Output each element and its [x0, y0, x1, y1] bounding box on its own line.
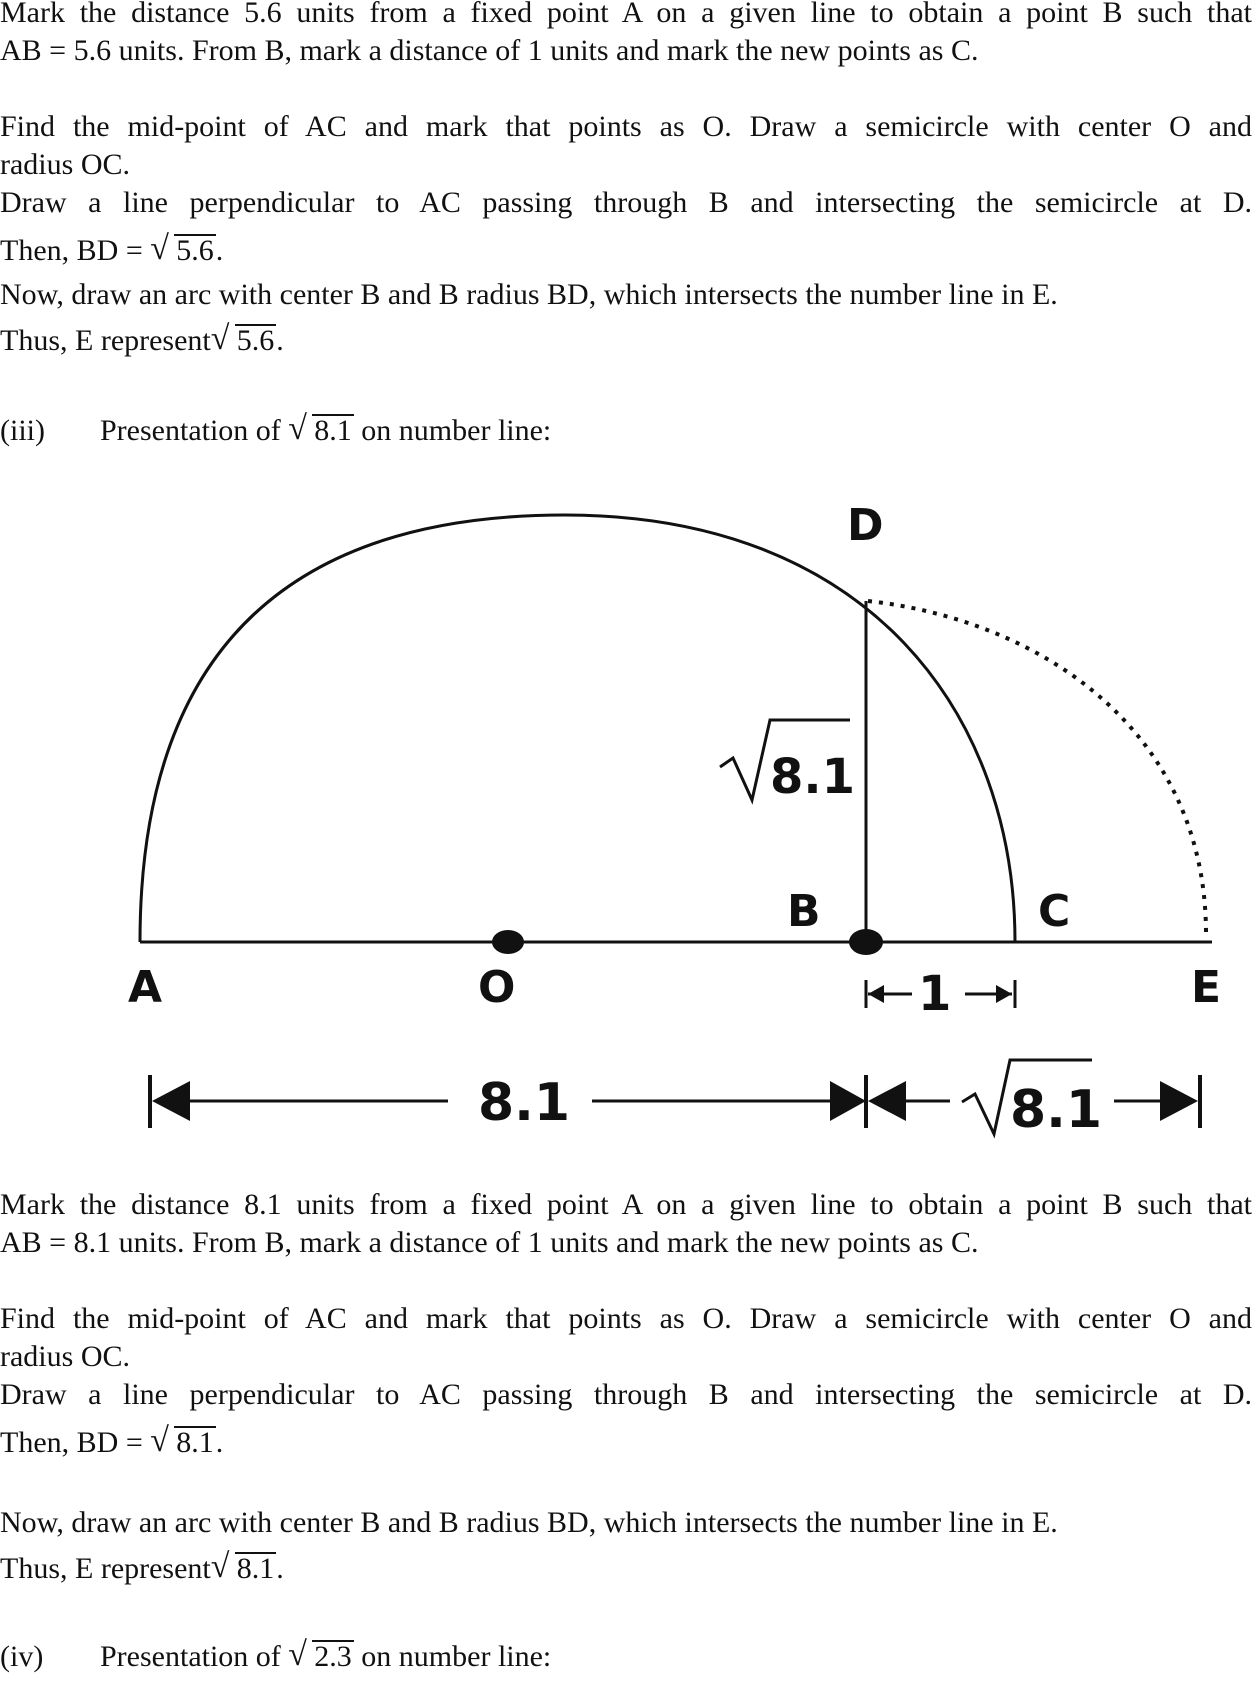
section-heading: [0, 412, 1252, 450]
text-fragment: Then, BD =: [0, 1426, 151, 1459]
radical-sign: √: [150, 230, 169, 267]
text-fragment: .: [276, 324, 284, 357]
square-root: [150, 1424, 216, 1462]
paragraph-line: Find the mid-point of AC and mark that points as O. Draw a semicircle with center O and: [0, 110, 1252, 143]
ab-length-label: 8.1: [478, 1073, 571, 1133]
paragraph-line: Mark the distance 8.1 units from a fixed point A on a given line to obtain a point B such that: [0, 1188, 1252, 1221]
square-root: [288, 1638, 354, 1676]
paragraph-line: [0, 1424, 1252, 1462]
paragraph-line: Draw a line perpendicular to AC passing through B and intersecting the semicircle at D.: [0, 186, 1252, 219]
text-fragment: .: [215, 1426, 224, 1459]
bc-length-marker: [866, 966, 1015, 1022]
radicand: 2.3: [314, 1640, 352, 1673]
radical-sign: √: [288, 410, 307, 447]
point-b-dot: [849, 929, 883, 955]
radicand: 5.6: [176, 234, 214, 267]
radical-sign: √: [150, 1422, 169, 1459]
section-numeral: (iv): [0, 1640, 44, 1673]
text-fragment: Thus, E represent: [0, 324, 211, 357]
paragraph-line: Draw a line perpendicular to AC passing through B and intersecting the semicircle at D.: [0, 1378, 1252, 1411]
section-heading: [0, 1638, 1252, 1676]
paragraph-line: Mark the distance 5.6 units from a fixed point A on a given line to obtain a point B such that: [0, 0, 1252, 29]
point-a-label: A: [128, 962, 163, 1013]
ab-dimension: [150, 1073, 866, 1133]
paragraph-line: Now, draw an arc with center B and B radius BD, which intersects the number line in E.: [0, 278, 1058, 311]
radicand: 8.1: [314, 414, 352, 447]
point-o-dot: [492, 930, 524, 954]
radicand: 5.6: [236, 324, 275, 357]
square-root: [211, 1550, 277, 1588]
radicand: 8.1: [770, 749, 856, 805]
radicand: 8.1: [176, 1426, 214, 1459]
radical-sign: √: [210, 1548, 230, 1585]
bc-length-label: 1: [918, 966, 952, 1022]
radicand: 8.1: [236, 1552, 275, 1585]
square-root: [211, 322, 277, 360]
text-fragment: .: [276, 1552, 284, 1585]
section-numeral: (iii): [0, 414, 45, 447]
paragraph-line: Find the mid-point of AC and mark that points as O. Draw a semicircle with center O and: [0, 1302, 1252, 1335]
dotted-arc-de: [868, 601, 1206, 932]
be-length-radicand: 8.1: [1010, 1080, 1103, 1140]
text-fragment: Thus, E represent: [0, 1552, 211, 1585]
paragraph-line: radius OC.: [0, 148, 130, 181]
bd-length-label: [720, 720, 855, 805]
text-fragment: .: [215, 234, 224, 267]
paragraph-line: [0, 1550, 1252, 1588]
paragraph-line: radius OC.: [0, 1340, 130, 1373]
text-fragment: on number line:: [361, 414, 552, 447]
point-c-label: C: [1038, 886, 1071, 937]
paragraph-line: [0, 232, 1252, 270]
point-b-label: B: [787, 886, 821, 937]
point-o-label: O: [478, 962, 516, 1013]
semicircle-arc: [140, 515, 1015, 942]
be-dimension: [868, 1060, 1200, 1140]
paragraph-line: Now, draw an arc with center B and B radius BD, which intersects the number line in E.: [0, 1506, 1058, 1539]
paragraph-line: AB = 8.1 units. From B, mark a distance of 1 units and mark the new points as C.: [0, 1226, 979, 1259]
square-root: [288, 412, 354, 450]
text-fragment: Presentation of: [100, 1640, 289, 1673]
radical-sign: √: [288, 1636, 307, 1673]
text-fragment: Presentation of: [100, 414, 289, 447]
paragraph-line: [0, 322, 1252, 360]
text-fragment: Then, BD =: [0, 234, 151, 267]
radical-sign: √: [210, 320, 230, 357]
number-line-diagram: [0, 470, 1252, 1150]
point-d-label: D: [847, 500, 884, 551]
text-fragment: on number line:: [361, 1640, 552, 1673]
point-e-label: E: [1191, 962, 1222, 1013]
square-root: [150, 232, 216, 270]
paragraph-line: AB = 5.6 units. From B, mark a distance of 1 units and mark the new points as C.: [0, 34, 979, 67]
